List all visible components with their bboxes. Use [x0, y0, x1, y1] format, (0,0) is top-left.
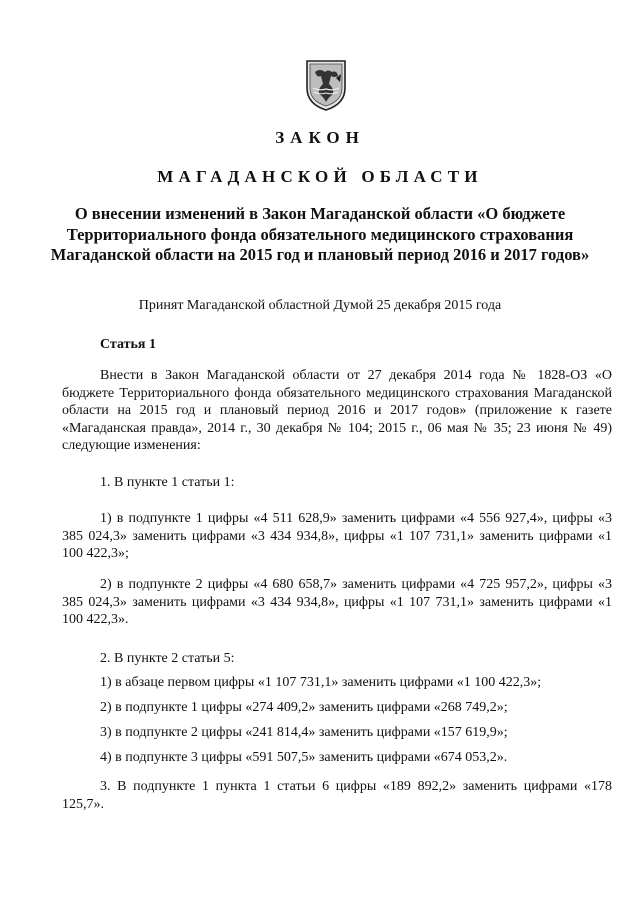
region-title: МАГАДАНСКОЙ ОБЛАСТИ — [157, 167, 483, 186]
article-intro-paragraph: Внести в Закон Магаданской области от 27 декабря 2014 года № 1828-ОЗ «О бюджете Территориального фонда обязательного медицинского страхования Магаданской области на 2015 год и плановый период 2016 и 2017 годов» (приложение к газете «Магаданская правда», 2014 г., 30 декабря № 104; 2015 г., 06 мая № 35; 23 июня № 49) следующие изменения: — [62, 368, 612, 453]
document-heading: О внесении изменений в Закон Магаданской области «О бюджете Территориального фонда обязательного медицинского страхования Магаданской области на 2015 год и плановый период 2016 и 2017 годов» — [50, 204, 590, 264]
item-2-subitem-4: 4) в подпункте 3 цифры «591 507,5» заменить цифрами «674 053,2». — [100, 750, 508, 765]
item-2-subitem-1: 1) в абзаце первом цифры «1 107 731,1» заменить цифрами «1 100 422,3»; — [100, 675, 542, 690]
item-2-heading: 2. В пункте 2 статьи 5: — [100, 651, 235, 666]
adoption-note: Принят Магаданской областной Думой 25 декабря 2015 года — [138, 298, 502, 313]
item-1-heading: 1. В пункте 1 статьи 1: — [100, 475, 235, 490]
item-1-subitem-1: 1) в подпункте 1 цифры «4 511 628,9» заменить цифрами «4 556 927,4», цифры «3 385 024,3» заменить цифрами «3 434 934,8», цифры «1 107 731,1» заменить цифрами «1 100 422,3»; — [62, 511, 612, 561]
item-3-paragraph: 3. В подпункте 1 пункта 1 статьи 6 цифры «189 892,2» заменить цифрами «178 125,7». — [62, 779, 612, 812]
item-2-subitem-2: 2) в подпункте 1 цифры «274 409,2» заменить цифрами «268 749,2»; — [100, 700, 508, 715]
item-1-subitem-2: 2) в подпункте 2 цифры «4 680 658,7» заменить цифрами «4 725 957,2», цифры «3 385 024,3» заменить цифрами «3 434 934,8», цифры «1 107 731,1» заменить цифрами «1 100 422,3». — [62, 577, 612, 627]
magadan-coat-of-arms-icon — [304, 58, 348, 112]
item-2-subitem-3: 3) в подпункте 2 цифры «241 814,4» заменить цифрами «157 619,9»; — [100, 725, 508, 740]
article-title: Статья 1 — [100, 337, 156, 352]
law-title: ЗАКОН — [275, 128, 365, 147]
